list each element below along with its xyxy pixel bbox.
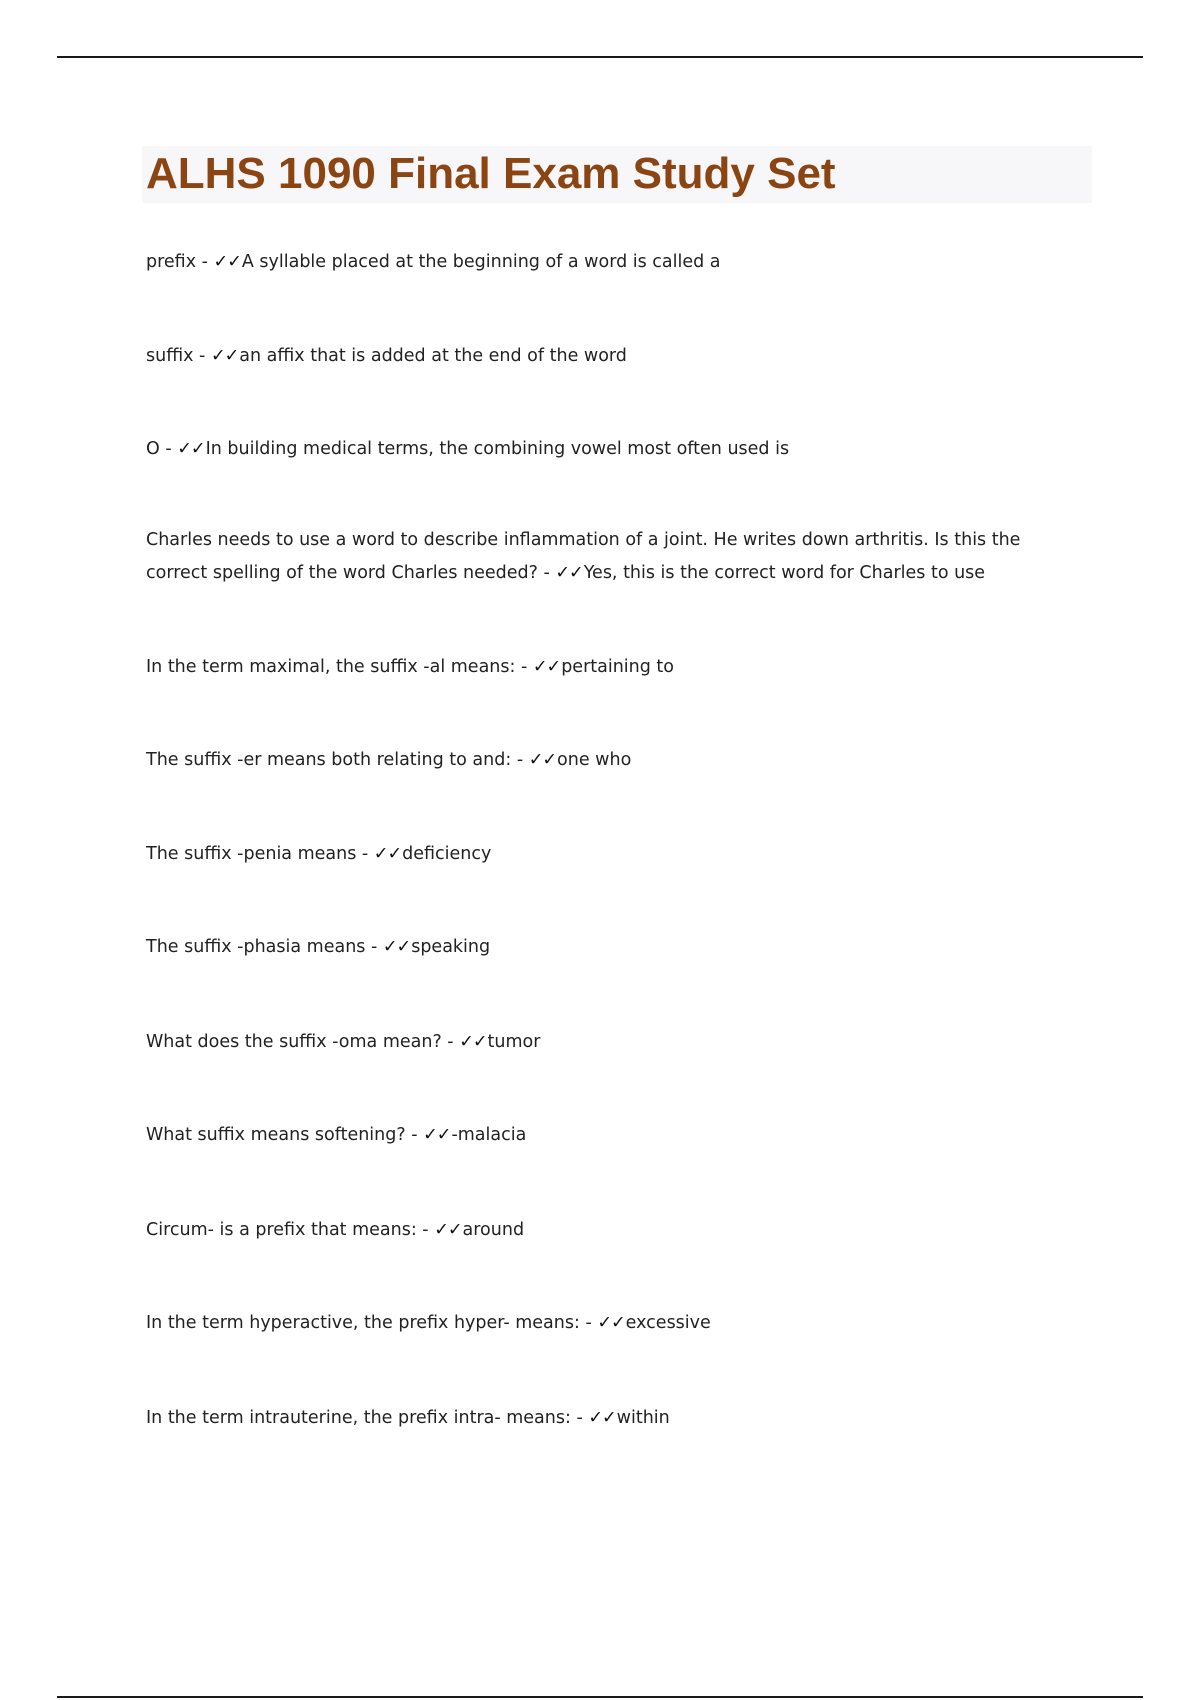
double-check-icon: ✓✓ [459, 1032, 487, 1052]
qa-item [146, 524, 1076, 590]
qa-definition: one who [557, 750, 632, 770]
qa-term: O [146, 439, 160, 459]
qa-definition: -malacia [451, 1125, 527, 1145]
qa-definition: an affix that is added at the end of the word [239, 346, 627, 366]
double-check-icon: ✓✓ [597, 1313, 625, 1333]
qa-term: Circum- is a prefix that means: [146, 1220, 417, 1240]
qa-definition: excessive [625, 1313, 711, 1333]
qa-separator: - [515, 657, 533, 677]
qa-term: The suffix -phasia means [146, 937, 366, 957]
qa-item [146, 1026, 1076, 1059]
qa-separator: - [356, 844, 374, 864]
double-check-icon: ✓✓ [423, 1125, 451, 1145]
qa-definition: A syllable placed at the beginning of a word is called a [241, 252, 721, 272]
qa-separator: - [441, 1032, 460, 1052]
qa-term: In the term intrauterine, the prefix intra- means: [146, 1408, 571, 1428]
qa-term: In the term hyperactive, the prefix hyper- means: [146, 1313, 580, 1333]
qa-term: Charles needs to use a word to describe inflammation of a joint. He writes down arthritis. Is this the correct spelling of the word Charles needed? [146, 530, 1021, 583]
header-rule [57, 56, 1143, 58]
qa-item [146, 1119, 1076, 1152]
qa-definition: tumor [487, 1032, 541, 1052]
qa-item [146, 1402, 1076, 1435]
footer-rule [57, 1696, 1143, 1698]
qa-definition: within [616, 1408, 670, 1428]
qa-term: suffix [146, 346, 194, 366]
double-check-icon: ✓✓ [588, 1408, 616, 1428]
qa-separator: - [537, 563, 556, 583]
page-title: ALHS 1090 Final Exam Study Set [146, 149, 836, 198]
qa-item [146, 838, 1076, 871]
double-check-icon: ✓✓ [210, 346, 239, 366]
qa-term: In the term maximal, the suffix -al means: [146, 657, 516, 677]
qa-item [146, 931, 1076, 964]
qa-separator: - [196, 252, 214, 272]
qa-separator: - [193, 346, 211, 366]
qa-definition: around [462, 1220, 525, 1240]
double-check-icon: ✓✓ [177, 439, 205, 459]
qa-item [146, 1214, 1076, 1247]
qa-definition: deficiency [402, 844, 492, 864]
qa-item [146, 433, 1076, 466]
double-check-icon: ✓✓ [373, 844, 402, 864]
qa-item [146, 246, 1076, 279]
qa-separator: - [511, 750, 529, 770]
double-check-icon: ✓✓ [555, 563, 583, 583]
qa-separator: - [416, 1220, 435, 1240]
qa-definition: Yes, this is the correct word for Charles to use [583, 563, 986, 583]
qa-term: The suffix -penia means [146, 844, 357, 864]
qa-term: What suffix means softening? [146, 1125, 406, 1145]
qa-term: What does the suffix -oma mean? [146, 1032, 442, 1052]
qa-term: prefix [146, 252, 197, 272]
qa-separator: - [365, 937, 383, 957]
qa-separator: - [159, 439, 178, 459]
double-check-icon: ✓✓ [434, 1220, 462, 1240]
double-check-icon: ✓✓ [528, 750, 557, 770]
double-check-icon: ✓✓ [213, 252, 241, 272]
qa-definition: pertaining to [561, 657, 674, 677]
qa-separator: - [405, 1125, 424, 1145]
qa-separator: - [579, 1313, 598, 1333]
double-check-icon: ✓✓ [382, 937, 411, 957]
qa-term: The suffix -er means both relating to and: [146, 750, 512, 770]
qa-item [146, 651, 1076, 684]
qa-definition: In building medical terms, the combining vowel most often used is [205, 439, 790, 459]
qa-definition: speaking [411, 937, 491, 957]
qa-separator: - [570, 1408, 589, 1428]
qa-item [146, 1307, 1076, 1340]
double-check-icon: ✓✓ [532, 657, 561, 677]
qa-item [146, 744, 1076, 777]
qa-item [146, 340, 1076, 373]
